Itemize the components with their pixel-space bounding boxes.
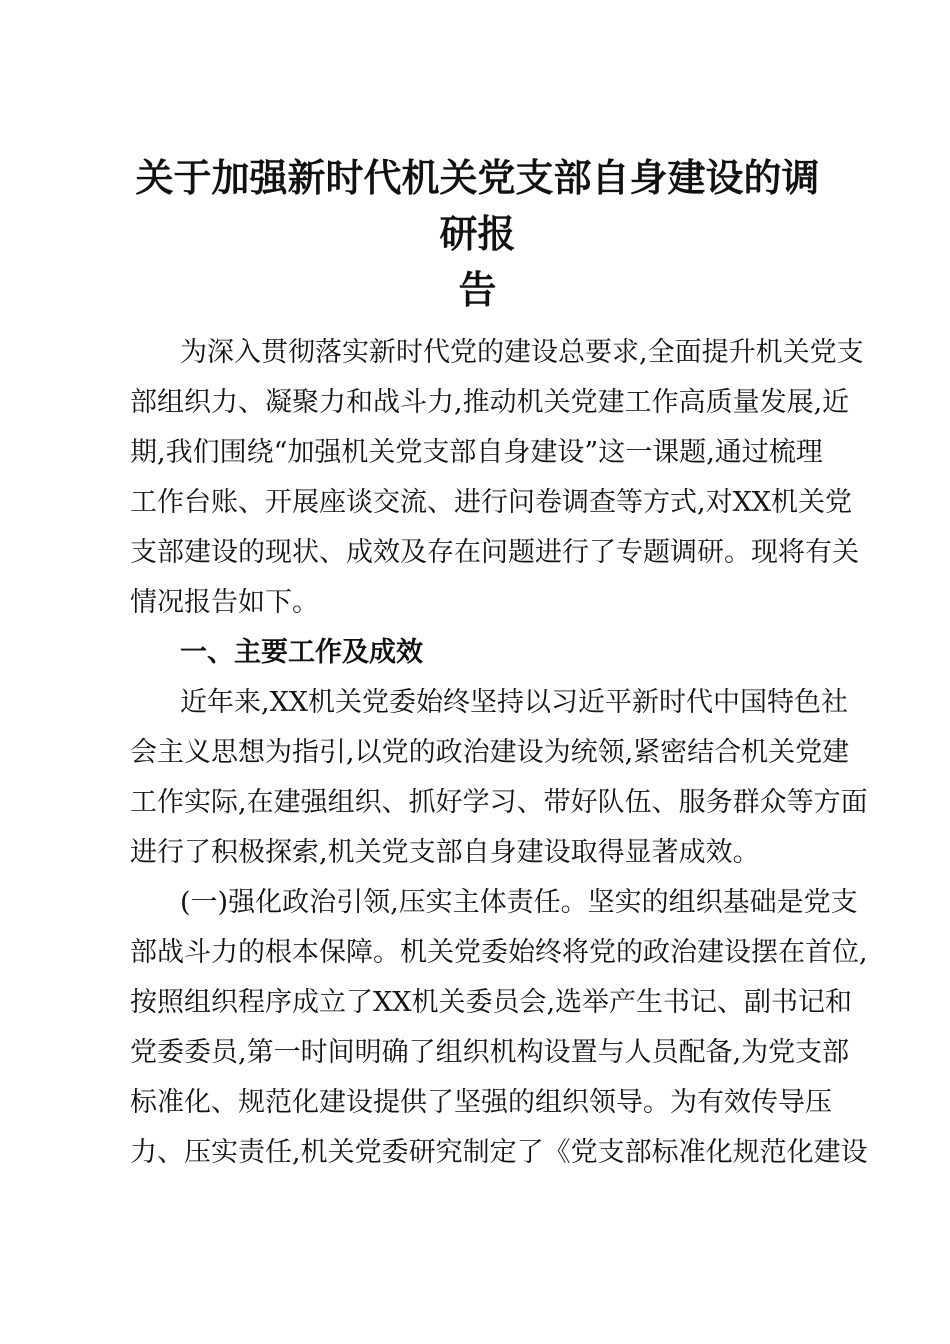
subsection-line: 力、压实责任,机关党委研究制定了《党支部标准化规范化建设 xyxy=(130,1137,868,1168)
subsection-line: 部战斗力的根本保障。机关党委始终将党的政治建设摆在首位, xyxy=(130,937,868,968)
section-heading: 一、主要工作及成效 xyxy=(180,637,423,668)
intro-line: 期,我们围绕“加强机关党支部自身建设”这一课题,通过梳理 xyxy=(130,437,823,468)
document-title xyxy=(120,150,835,318)
title-line: 关于加强新时代机关党支部自身建设的调研报 xyxy=(135,156,820,256)
subsection-line: (一)强化政治引领,压实主体责任。坚实的组织基础是党支 xyxy=(180,887,858,918)
subsection-line: 标准化、规范化建设提供了坚强的组织领导。为有效传导压 xyxy=(130,1087,832,1118)
subsection-line: 按照组织程序成立了XX机关委员会,选举产生书记、副书记和 xyxy=(130,987,853,1018)
section-line: 工作实际,在建强组织、抓好学习、带好队伍、服务群众等方面 xyxy=(130,787,868,818)
section-line: 进行了积极探索,机关党支部自身建设取得显著成效。 xyxy=(130,837,760,868)
section-line: 会主义思想为指引,以党的政治建设为统领,紧密结合机关党建 xyxy=(130,737,850,768)
intro-line: 为深入贯彻落实新时代党的建设总要求,全面提升机关党支 xyxy=(180,337,864,368)
intro-line: 部组织力、凝聚力和战斗力,推动机关党建工作高质量发展,近 xyxy=(130,387,850,418)
subsection-line: 党委委员,第一时间明确了组织机构设置与人员配备,为党支部 xyxy=(130,1037,850,1068)
intro-line: 情况报告如下。 xyxy=(130,587,319,618)
intro-line: 支部建设的现状、成效及存在问题进行了专题调研。现将有关 xyxy=(130,537,859,568)
title-line: 告 xyxy=(458,268,497,312)
intro-line: 工作台账、开展座谈交流、进行问卷调查等方式,对XX机关党 xyxy=(130,487,853,518)
section-line: 近年来,XX机关党委始终坚持以习近平新时代中国特色社 xyxy=(180,687,849,718)
